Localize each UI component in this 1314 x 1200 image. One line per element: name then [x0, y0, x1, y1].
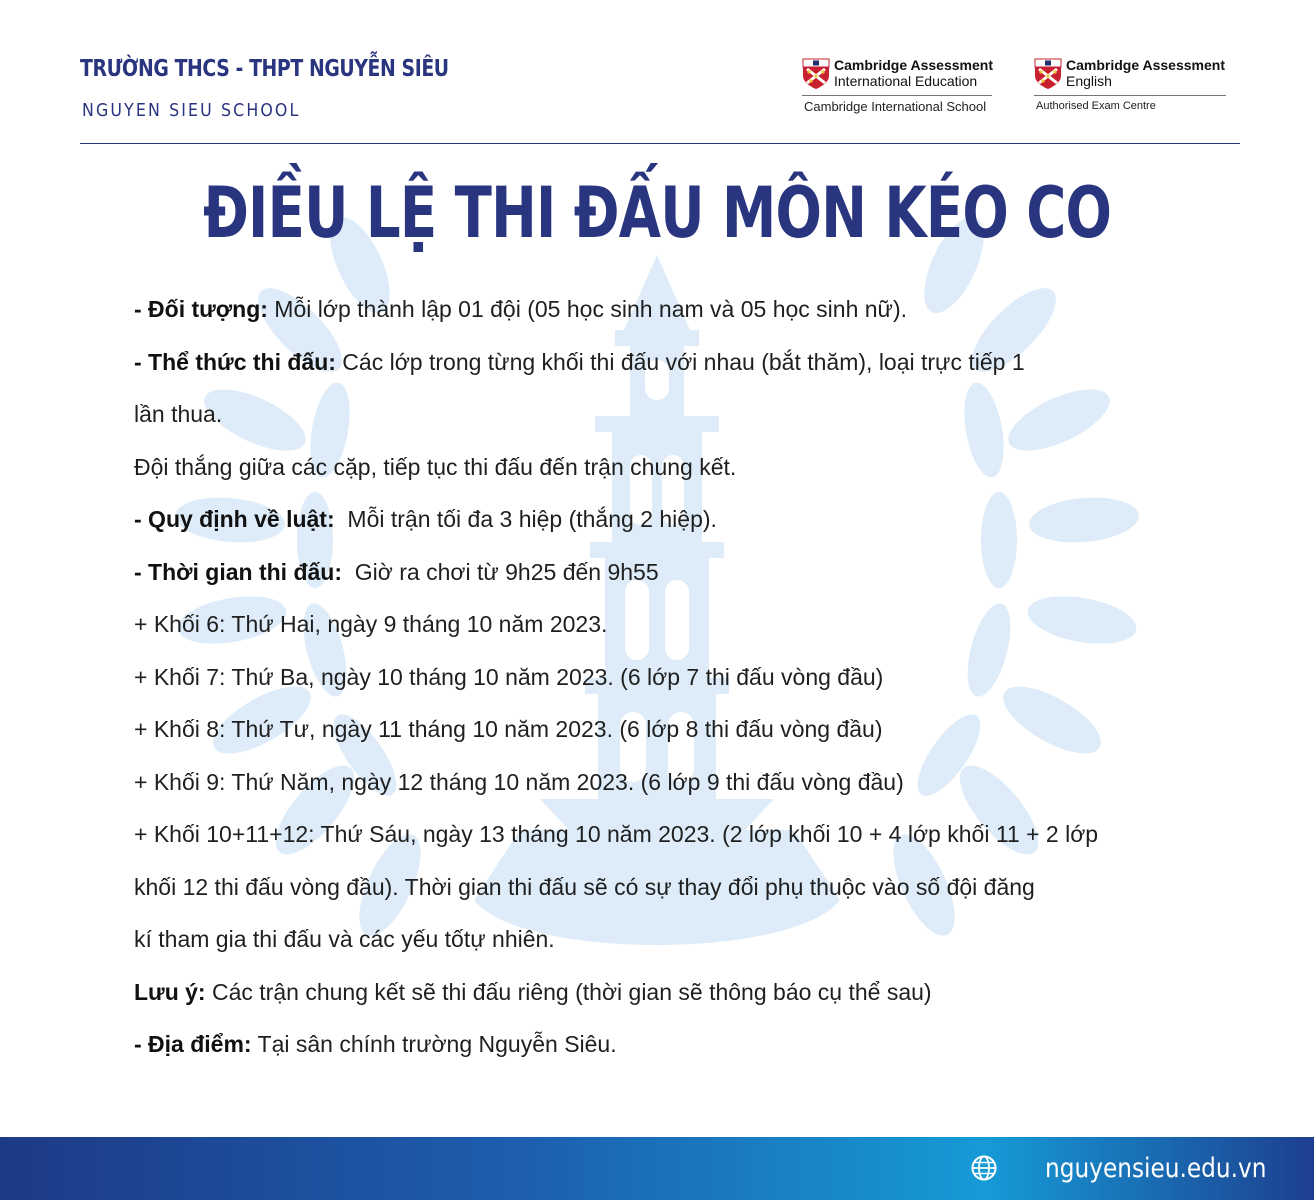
cambridge-intl-subtitle: Cambridge International School [804, 99, 987, 114]
rule-line-venue [134, 1018, 1214, 1071]
rule-line-format [134, 336, 1214, 389]
cambridge-intl-divider [802, 95, 992, 96]
cambridge-crest-icon [802, 58, 830, 90]
rule-text: lần thua. [134, 401, 223, 427]
rule-line-format-cont [134, 388, 1214, 441]
globe-icon [971, 1155, 997, 1181]
cambridge-intl-line2: International Education [834, 73, 978, 89]
rule-label: Lưu ý: [134, 978, 206, 1005]
cambridge-english-line2: English [1066, 73, 1112, 89]
cambridge-english-logo [1034, 58, 1226, 138]
schedule-grade-6 [134, 598, 1214, 651]
rule-line-note [134, 966, 1214, 1019]
website-link[interactable] [971, 1151, 1266, 1185]
rule-label: - Địa điểm: [134, 1031, 252, 1057]
cambridge-crest-icon [1034, 58, 1062, 90]
website-url: nguyensieu.edu.vn [1044, 1152, 1266, 1184]
rule-text: Mỗi lớp thành lập 01 đội (05 học sinh nam và 05 học sinh nữ). [267, 296, 907, 322]
rule-text: kí tham gia thi đấu và các yếu tốtự nhiên. [134, 926, 555, 952]
schedule-grade-9 [134, 756, 1214, 809]
cambridge-international-logo [802, 58, 992, 138]
schedule-grade-10-12 [134, 808, 1214, 861]
rules-content [134, 283, 1214, 1071]
rule-text: Mỗi trận tối đa 3 hiệp (thắng 2 hiệp). [334, 506, 717, 532]
school-name: TRƯỜNG THCS - THPT NGUYỄN SIÊU [80, 56, 449, 82]
rule-text: + Khối 9: Thứ Năm, ngày 12 tháng 10 năm 2023. (6 lớp 9 thi đấu vòng đầu) [134, 768, 904, 795]
schedule-grade-7 [134, 651, 1214, 704]
header-divider [80, 143, 1240, 144]
rule-text: Các lớp trong từng khối thi đấu với nhau (bắt thăm), loại trực tiếp 1 [335, 348, 1025, 375]
schedule-grade-10-12-cont2 [134, 913, 1214, 966]
rule-line-time [134, 546, 1214, 599]
schedule-grade-10-12-cont [134, 861, 1214, 914]
cambridge-english-divider [1034, 95, 1226, 96]
rule-line-rules [134, 493, 1214, 546]
rule-text: + Khối 10+11+12: Thứ Sáu, ngày 13 tháng 10 năm 2023. (2 lớp khối 10 + 4 lớp khối 11 + 2 lớp [134, 821, 1099, 847]
cambridge-english-line1: Cambridge Assessment [1066, 57, 1225, 73]
school-name-english: NGUYEN SIEU SCHOOL [82, 100, 301, 121]
page-title [0, 172, 1314, 254]
rule-label: - Thể thức thi đấu: [134, 348, 336, 375]
rule-label: - Đối tượng: [134, 296, 268, 322]
rule-line-winners [134, 441, 1214, 494]
cambridge-english-subtitle: Authorised Exam Centre [1036, 100, 1156, 112]
rule-text: + Khối 7: Thứ Ba, ngày 10 tháng 10 năm 2023. (6 lớp 7 thi đấu vòng đầu) [134, 663, 884, 690]
rule-text: Các trận chung kết sẽ thi đấu riêng (thời gian sẽ thông báo cụ thể sau) [205, 978, 932, 1005]
schedule-grade-8 [134, 703, 1214, 756]
cambridge-intl-line1: Cambridge Assessment [834, 57, 993, 73]
rule-line-target [134, 283, 1214, 336]
rule-text: Giờ ra chơi từ 9h25 đến 9h55 [342, 558, 659, 585]
rule-text: + Khối 8: Thứ Tư, ngày 11 tháng 10 năm 2023. (6 lớp 8 thi đấu vòng đầu) [134, 716, 883, 742]
rule-label: - Thời gian thi đấu: [134, 558, 342, 585]
page-title-text: ĐIỀU LỆ THI ĐẤU MÔN KÉO CO [202, 172, 1112, 254]
footer-bar [0, 1137, 1314, 1200]
rule-text: + Khối 6: Thứ Hai, ngày 9 tháng 10 năm 2023. [134, 611, 608, 637]
rule-text: Đội thắng giữa các cặp, tiếp tục thi đấu đến trận chung kết. [134, 453, 737, 480]
rule-text: khối 12 thi đấu vòng đầu). Thời gian thi đấu sẽ có sự thay đổi phụ thuộc vào số đội đăng [134, 873, 1035, 900]
page-header [80, 40, 1240, 144]
rule-label: - Quy định về luật: [134, 506, 335, 532]
rule-text: Tại sân chính trường Nguyễn Siêu. [251, 1031, 617, 1057]
